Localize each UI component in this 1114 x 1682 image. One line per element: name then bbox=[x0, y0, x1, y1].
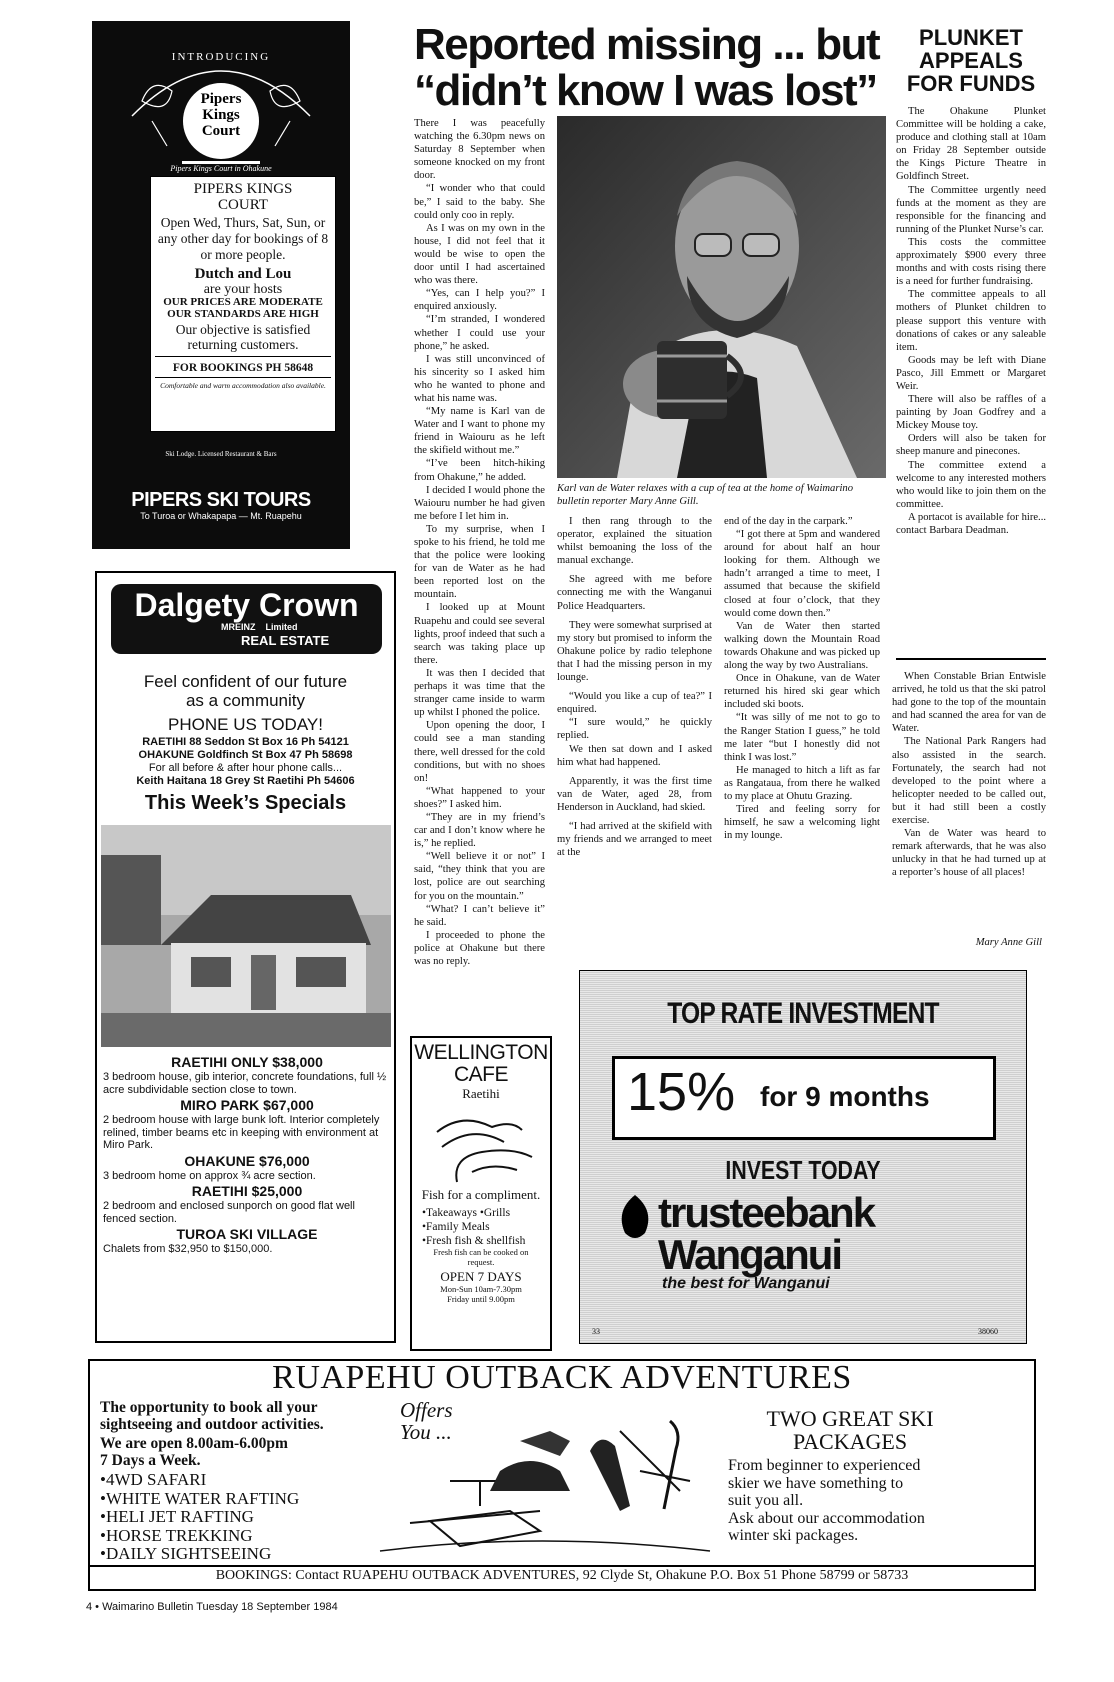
activity-item: •DAILY SIGHTSEEING bbox=[100, 1544, 272, 1563]
property-listings bbox=[103, 1053, 391, 1256]
story-paragraph: I looked up at Mount Ruapehu and could see several lights, proof indeed that such a search was taking place up there. bbox=[414, 602, 545, 666]
cafe-name: WELLINGTON CAFE bbox=[414, 1041, 548, 1086]
story-paragraph: They were somewhat surprised at my story but promised to inform the Ohakune police by radio telephone that I had the missing person in my lounge. bbox=[557, 619, 712, 684]
ski-tours-title: PIPERS SKI TOURS bbox=[131, 489, 311, 511]
cafe-open: OPEN 7 DAYS bbox=[440, 1269, 522, 1284]
ski-tours-subtitle: To Turoa or Whakapapa — Mt. Ruapehu bbox=[140, 511, 302, 521]
ski-packages-text: From beginner to experienced skier we have something to suit you all. Ask about our accommodation winter ski packages. bbox=[728, 1457, 925, 1544]
story-paragraph: We then sat down and I asked him what had happened. bbox=[557, 743, 712, 768]
trusteebank-brand: trusteebank bbox=[658, 1189, 875, 1236]
opening-days: Open Wed, Thurs, Sat, Sun, or any other day for bookings of 8 or more people. bbox=[157, 215, 329, 262]
ski-packages-heading: TWO GREAT SKI PACKAGES bbox=[766, 1406, 934, 1454]
story-paragraph: “What? I can’t believe it” he said. bbox=[414, 903, 545, 928]
listing-body: 2 bedroom and enclosed sunporch on good flat well fenced section. bbox=[103, 1200, 355, 1225]
rate-term: for 9 months bbox=[760, 1081, 930, 1112]
objective-statement: Our objective is satisfied returning customers. bbox=[155, 322, 331, 357]
cafe-note: Fresh fish can be cooked on request. bbox=[433, 1247, 529, 1267]
story-column-2 bbox=[557, 515, 712, 859]
story-photo bbox=[557, 116, 886, 478]
facilities-line: Ski Lodge. Licensed Restaurant & Bars bbox=[165, 450, 277, 458]
caption-text: Karl van de Water relaxes with a cup of tea at the home of Waimarino bulletin bbox=[557, 483, 854, 507]
cafe-town: Raetihi bbox=[462, 1086, 500, 1101]
logo-caption: Pipers Kings Court in Ohakune bbox=[170, 164, 272, 173]
story-paragraph: “What happened to your shoes?” I asked him. bbox=[414, 785, 545, 810]
listing-heading: RAETIHI $25,000 bbox=[191, 1183, 303, 1199]
dalgety-tagline: Feel confident of our future as a community bbox=[143, 672, 348, 710]
story-paragraph: She agreed with me before connecting me with the Wanganui Police Headquarters. bbox=[557, 574, 712, 612]
story-paragraph: “I sure would,” he quickly replied. bbox=[557, 717, 712, 742]
listing-heading: MIRO PARK $67,000 bbox=[180, 1097, 314, 1113]
listing-heading: OHAKUNE $76,000 bbox=[184, 1152, 310, 1169]
dalgety-logo-block bbox=[111, 584, 382, 654]
story-paragraph: It was then I decided that perhaps it was time that the stranger came inside to warm up whilst I phoned the police. bbox=[414, 667, 545, 719]
story-paragraph: I then rang through to the operator, explained the situation whilst bemoaning the loss of the manual exchange. bbox=[557, 516, 712, 567]
listing-body: 3 bedroom house, gib interior, concrete foundations, full ½ acre subdividable section close to town. bbox=[103, 1071, 387, 1096]
plunket-paragraph: Orders will also be taken for sheep manure and pinecones. bbox=[896, 433, 1046, 458]
cafe-hours: Mon-Sun 10am-7.30pm Friday until 9.00pm bbox=[440, 1284, 522, 1304]
story-paragraph: Apparently, it was the first time van de Water, aged 28, from Henderson in Auckland, had skied. bbox=[557, 775, 712, 813]
wanganui-brand: Wanganui bbox=[658, 1231, 842, 1278]
house-image bbox=[101, 825, 391, 1047]
plunket-paragraph: The Committee urgently need funds at the moment as they are responsible for the financing and running of the Plunket Nurse’s car. bbox=[896, 184, 1046, 235]
story-paragraph: When Constable Brian Entwisle arrived, he told us that the ski patrol had gone to the top of the mountain and had scanned the area for van de Water. bbox=[892, 671, 1046, 735]
prices-statement: OUR PRICES ARE MODERATE OUR STANDARDS ARE HIGH bbox=[163, 296, 323, 320]
story-paragraph: Once in Ohakune, van de Water returned his hired ski gear which included ski boots. bbox=[724, 673, 880, 711]
story-paragraph: The National Park Rangers had also assisted in the search. Fortunately, the search had not developed to the point where a helicopter needed to be called out, but it had still been a costly exercise. bbox=[892, 736, 1046, 827]
caption-reporter: reporter Mary Anne Gill. bbox=[592, 496, 699, 507]
hosts-names: Dutch and Lou bbox=[194, 266, 292, 282]
adventure-illustration bbox=[370, 1411, 720, 1561]
story-paragraph: “Well believe it or not” I said, “they think that you are lost, police are out searching for you on the mountain.” bbox=[414, 851, 545, 902]
story-paragraph: “I wonder who that could be,” I said to the baby. She could only coo in reply. bbox=[414, 183, 545, 221]
pipers-kings-court-ad bbox=[92, 21, 350, 549]
offers-you: Offers You ... bbox=[400, 1398, 453, 1444]
plunket-paragraph: Goods may be left with Diane Pasco, Jill Emmett or Margaret Weir. bbox=[896, 354, 1046, 392]
dalgety-sub: MREINZ Limited bbox=[221, 622, 298, 632]
activity-item: •HORSE TREKKING bbox=[100, 1525, 253, 1545]
story-paragraph: Van de Water then started walking down the Mountain Road towards Ohakune and was picked up along the way by two Australians. bbox=[724, 620, 880, 672]
plunket-headline: PLUNKET APPEALS FOR FUNDS bbox=[906, 25, 1036, 96]
ruapehu-intro: The opportunity to book all your sightseeing and outdoor activities. We are open 8.00am-6.00pm 7 Days a Week. bbox=[100, 1399, 324, 1469]
story-paragraph: He managed to hitch a lift as far as Rangataua, from there he walked to my place at Ohutu Grazing. bbox=[724, 764, 880, 802]
activity-item: •WHITE WATER RAFTING bbox=[100, 1488, 300, 1508]
story-paragraph: “Would you like a cup of tea?” I enquired. bbox=[557, 691, 712, 716]
top-rate-heading: TOP RATE INVESTMENT bbox=[667, 997, 939, 1030]
wellington-cafe-ad bbox=[410, 1036, 552, 1351]
story-paragraph: I was still unconvinced of his sincerity so I asked him who he wanted to phone and what his name was. bbox=[414, 353, 545, 404]
dalgety-crown-ad bbox=[95, 571, 396, 1343]
invest-today: INVEST TODAY bbox=[725, 1155, 881, 1185]
bookings-divider bbox=[90, 1565, 1034, 1567]
cafe-menu-list: •Takeaways •Grills •Family Meals •Fresh fish & shellfish bbox=[422, 1207, 526, 1247]
activity-item: •HELI JET RAFTING bbox=[100, 1507, 254, 1526]
fish-logo bbox=[412, 1102, 550, 1188]
story-column-4 bbox=[892, 670, 1046, 880]
plunket-paragraph: The committee extend a welcome to any interested mothers who would like to join them on the committee. bbox=[896, 459, 1046, 510]
plunket-story bbox=[896, 105, 1046, 537]
photo-caption bbox=[557, 482, 887, 508]
bookings-line: BOOKINGS: Contact RUAPEHU OUTBACK ADVENTURES, 92 Clyde St, Ohakune P.O. Box 51 Phone 58799 or 58733 bbox=[215, 1568, 909, 1583]
story-paragraph: “I had arrived at the skifield with my friends and we arranged to meet at the bbox=[557, 820, 712, 859]
plunket-paragraph: The committee appeals to all mothers of Plunket children to please support this venture with donations of cakes or any saleable item. bbox=[896, 289, 1046, 353]
trusteebank-leaf-icon bbox=[615, 1193, 655, 1245]
activities-list bbox=[100, 1471, 350, 1564]
story-paragraph: Tired and feeling sorry for himself, he saw a welcoming light in my lounge. bbox=[724, 804, 880, 842]
plunket-paragraph: This costs the committee approximately $900 every three months and with costs rising there is a need for further fundraising. bbox=[896, 236, 1046, 288]
page-footer: 4 • Waimarino Bulletin Tuesday 18 September 1984 bbox=[86, 1601, 338, 1613]
story-paragraph: To my surprise, when I spoke to his friend, he told me that the police were looking for van de Water as he had been reported lost on the mountain. bbox=[414, 523, 545, 601]
story-paragraph: “Yes, can I help you?” I enquired anxiously. bbox=[414, 288, 545, 313]
man-with-mug-photo bbox=[557, 116, 886, 478]
story-paragraph: Van de Water was heard to remark afterwards, that he was also unlucky in that he had turned up at a reporter’s house of all places! bbox=[892, 828, 1046, 879]
introducing-label: INTRODUCING bbox=[171, 51, 271, 63]
headline-line-1: Reported missing ... but bbox=[414, 20, 880, 69]
plunket-paragraph: The Ohakune Plunket Committee will be holding a cake, produce and clothing stall at 10am on Friday 28 September outside the Kings Picture Theatre in Goldfinch Street. bbox=[896, 106, 1046, 183]
bookings-phone: FOR BOOKINGS PH 58648 bbox=[155, 362, 331, 378]
house-photo bbox=[101, 825, 391, 1047]
plunket-divider bbox=[896, 658, 1046, 660]
story-paragraph: I proceeded to phone the police at Ohakune but there was no reply. bbox=[414, 929, 545, 967]
listing-heading: TUROA SKI VILLAGE bbox=[176, 1226, 318, 1242]
plunket-paragraph: A portacot is available for hire... contact Barbara Deadman. bbox=[896, 511, 1046, 536]
story-column-3 bbox=[724, 515, 880, 842]
trusteebank-tagline: the best for Wanganui bbox=[662, 1275, 830, 1292]
story-column-1 bbox=[414, 117, 545, 968]
business-name: PIPERS KINGS COURT bbox=[193, 181, 293, 213]
headline bbox=[414, 22, 894, 114]
ad-code-left: 33 bbox=[592, 1327, 600, 1336]
byline: Mary Anne Gill bbox=[975, 937, 1042, 948]
story-paragraph: “I’m stranded, I wondered whether I could use your phone,” he asked. bbox=[414, 314, 545, 352]
story-paragraph: As I was on my own in the house, I did not feel that it would be wise to open the door until I had ascertained who was there. bbox=[414, 222, 545, 287]
headline-line-2: “didn’t know I was lost” bbox=[414, 66, 877, 115]
story-paragraph: I decided I would phone the Waiouru number he had given me before I let him in. bbox=[414, 484, 545, 522]
rate-box bbox=[612, 1056, 996, 1140]
ruapehu-title: RUAPEHU OUTBACK ADVENTURES bbox=[272, 1359, 852, 1396]
listing-body: Chalets from $32,950 to $150,000. bbox=[103, 1243, 273, 1255]
phone-us-today: PHONE US TODAY! bbox=[168, 715, 323, 734]
listing-heading: RAETIHI ONLY $38,000 bbox=[171, 1054, 323, 1070]
listing-body: 3 bedroom home on approx ¾ acre section. bbox=[103, 1169, 316, 1182]
ruapehu-outback-ad bbox=[88, 1359, 1036, 1591]
weekly-specials-heading: This Week’s Specials bbox=[144, 792, 347, 814]
pipers-logo: Pipers Kings Court bbox=[200, 91, 242, 139]
story-paragraph: “My name is Karl van de Water and I want to phone my friend in Waiouru as he left the skifield without me.” bbox=[414, 406, 545, 457]
story-paragraph: “I got there at 5pm and wandered around for about half an hour looking for them. Although we hadn’t arranged a time to meet, I assumed that because the skifield closed at four o’clock, that they would come down then.” bbox=[724, 529, 880, 619]
hosts-label: are your hosts bbox=[203, 282, 283, 297]
dalgety-addresses: RAETIHI 88 Seddon St Box 16 Ph 54121 OHAKUNE Goldfinch St Box 47 Ph 58698 For all before & after hour phone calls... Keith Haitana 18 Grey St Raetihi Ph 54606 bbox=[136, 736, 355, 787]
story-paragraph: Upon opening the door, I could see a man standing there, well dressed for the cold conditions, but with no shoes on! bbox=[414, 720, 545, 784]
story-paragraph: “It was silly of me not to go to the Ranger Station I guess,” he told me later “but I honestly did not think I was lost.” bbox=[724, 712, 880, 763]
dalgety-brand: Dalgety Crown bbox=[134, 587, 359, 623]
accommodation-note: Comfortable and warm accommodation also available. bbox=[160, 381, 326, 390]
cafe-slogan: Fish for a compliment. bbox=[421, 1187, 541, 1202]
trusteebank-ad bbox=[579, 970, 1027, 1344]
real-estate-label: REAL ESTATE bbox=[241, 633, 330, 648]
story-paragraph: end of the day in the carpark.” bbox=[724, 516, 853, 527]
story-paragraph: “They are in my friend’s car and I don’t know where he is,” he replied. bbox=[414, 811, 545, 850]
ad-code-right: 38060 bbox=[978, 1327, 998, 1336]
story-paragraph: There I was peacefully watching the 6.30pm news on Saturday 8 September when someone knocked on my front door. bbox=[414, 118, 545, 182]
listing-body: 2 bedroom house with large bunk loft. Interior completely relined, timber beams etc in keeping with environment at Miro Park. bbox=[103, 1114, 380, 1151]
pipers-info-box bbox=[150, 176, 336, 432]
activity-item: •4WD SAFARI bbox=[100, 1470, 207, 1489]
plunket-paragraph: There will also be raffles of a painting by Joan Godfrey and a Mickey Mouse toy. bbox=[896, 394, 1046, 432]
story-paragraph: “I’ve been hitch-hiking from Ohakune,” he added. bbox=[414, 458, 545, 483]
interest-rate: 15% bbox=[627, 1062, 736, 1122]
